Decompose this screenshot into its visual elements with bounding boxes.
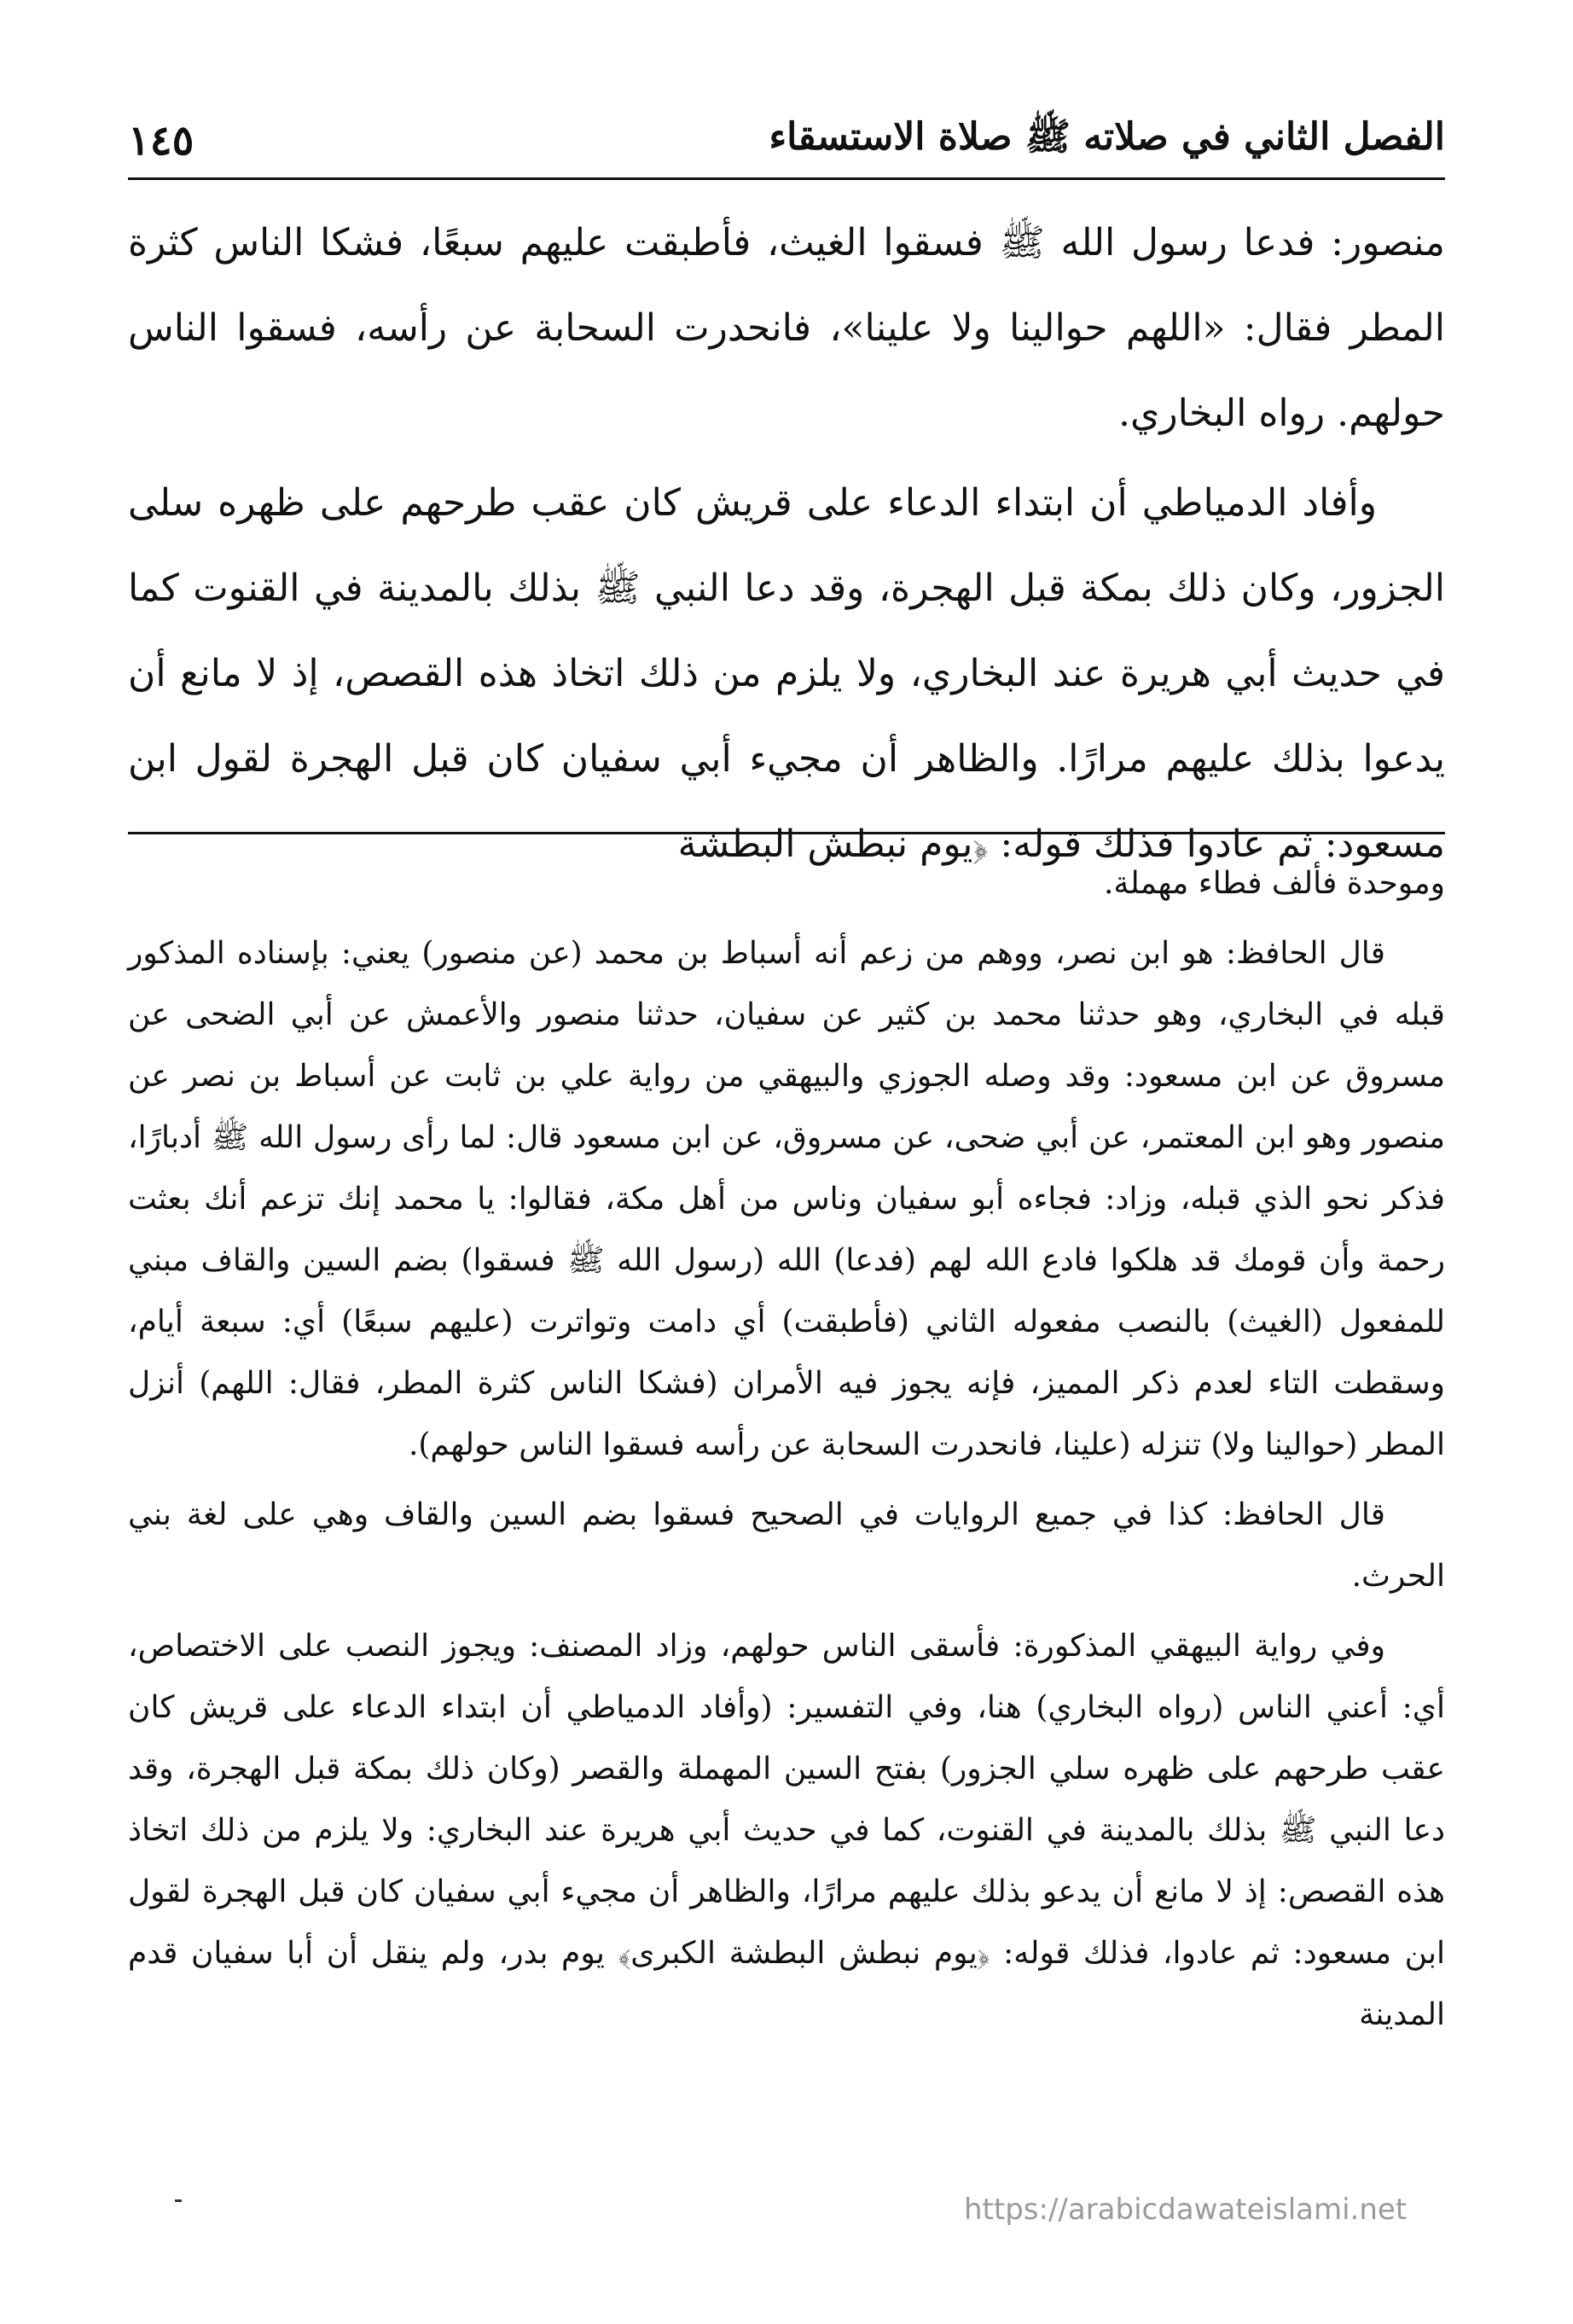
watermark-url: https://arabicdawateislami.net: [964, 2193, 1408, 2227]
commentary-text: [128, 853, 1445, 2046]
header-divider: [128, 177, 1445, 180]
footnote-divider: [128, 832, 1445, 834]
chapter-title: الفصل الثاني في صلاته ﷺ صلاة الاستسقاء: [769, 115, 1445, 159]
main-paragraph-1: منصور: فدعا رسول الله ﷺ فسقوا الغيث، فأطبقت عليهم سبعًا، فشكا الناس كثرة المطر فقال: «اللهم حوالينا ولا علينا»، فانحدرت السحابة عن رأسه، فسقوا الناس حولهم. رواه البخاري.: [128, 221, 1445, 435]
commentary-paragraph-2: قال الحافظ: هو ابن نصر، ووهم من زعم أنه أسباط بن محمد (عن منصور) يعني: بإسناده المذكور قبله في البخاري، وهو حدثنا محمد بن كثير عن سفيان، حدثنا منصور والأعمش عن أبي الضحى عن مسروق عن ابن مسعود: وقد وصله الجوزي والبيهقي من رواية علي بن ثابت عن أسباط بن نصر عن منصور وهو ابن المعتمر، عن أبي ضحى، عن مسروق، عن ابن مسعود قال: لما رأى رسول الله ﷺ أدبارًا، فذكر نحو الذي قبله، وزاد: فجاءه أبو سفيان وناس من أهل مكة، فقالوا: يا محمد إنك تزعم أنك بعثت رحمة وأن قومك قد هلكوا فادع الله لهم (فدعا) الله (رسول الله ﷺ فسقوا) بضم السين والقاف مبني للمفعول (الغيث) بالنصب مفعوله الثاني (فأطبقت) أي دامت وتواترت (عليهم سبعًا) أي: سبعة أيام، وسقطت التاء لعدم ذكر المميز، فإنه يجوز فيه الأمران (فشكا الناس كثرة المطر، فقال: اللهم) أنزل المطر (حوالينا ولا) تنزله (علينا، فانحدرت السحابة عن رأسه فسقوا الناس حولهم).: [128, 936, 1445, 1462]
page-header: [128, 98, 1445, 183]
scan-mark: [175, 2199, 182, 2202]
page-number: ١٤٥: [128, 117, 194, 165]
commentary-paragraph-3: قال الحافظ: كذا في جميع الروايات في الصحيح فسقوا بضم السين والقاف وهي على لغة بني الحرث.: [128, 1497, 1445, 1594]
commentary-paragraph-4: وفي رواية البيهقي المذكورة: فأسقى الناس حولهم، وزاد المصنف: ويجوز النصب على الاختصاص، أي: أعني الناس (رواه البخاري) هنا، وفي التفسير: (وأفاد الدمياطي أن ابتداء الدعاء على قريش كان عقب طرحهم على ظهره سلي الجزور) بفتح السين المهملة والقصر (وكان ذلك بمكة قبل الهجرة، وقد دعا النبي ﷺ بذلك بالمدينة في القنوت، كما في حديث أبي هريرة عند البخاري: ولا يلزم من ذلك اتخاذ هذه القصص: إذ لا مانع أن يدعو بذلك عليهم مرارًا، والظاهر أن مجيء أبي سفيان كان قبل الهجرة لقول ابن مسعود: ثم عادوا، فذلك قوله: ﴿يوم نبطش البطشة الكبرى﴾ يوم بدر، ولم ينقل أن أبا سفيان قدم المدينة: [128, 1629, 1446, 2032]
main-paragraph-2: وأفاد الدمياطي أن ابتداء الدعاء على قريش كان عقب طرحهم على ظهره سلى الجزور، وكان ذلك بمكة قبل الهجرة، وقد دعا النبي ﷺ بذلك بالمدينة في القنوت كما في حديث أبي هريرة عند البخاري، ولا يلزم من ذلك اتخاذ هذه القصص، إذ لا مانع أن يدعوا بذلك عليهم مرارًا. والظاهر أن مجيء أبي سفيان كان قبل الهجرة لقول ابن مسعود: ثم عادوا فذلك قوله: ﴿يوم نبطش البطشة: [128, 481, 1445, 866]
commentary-paragraph-1: وموحدة فألف فطاء مهملة.: [1103, 866, 1445, 901]
main-text: [128, 200, 1445, 887]
